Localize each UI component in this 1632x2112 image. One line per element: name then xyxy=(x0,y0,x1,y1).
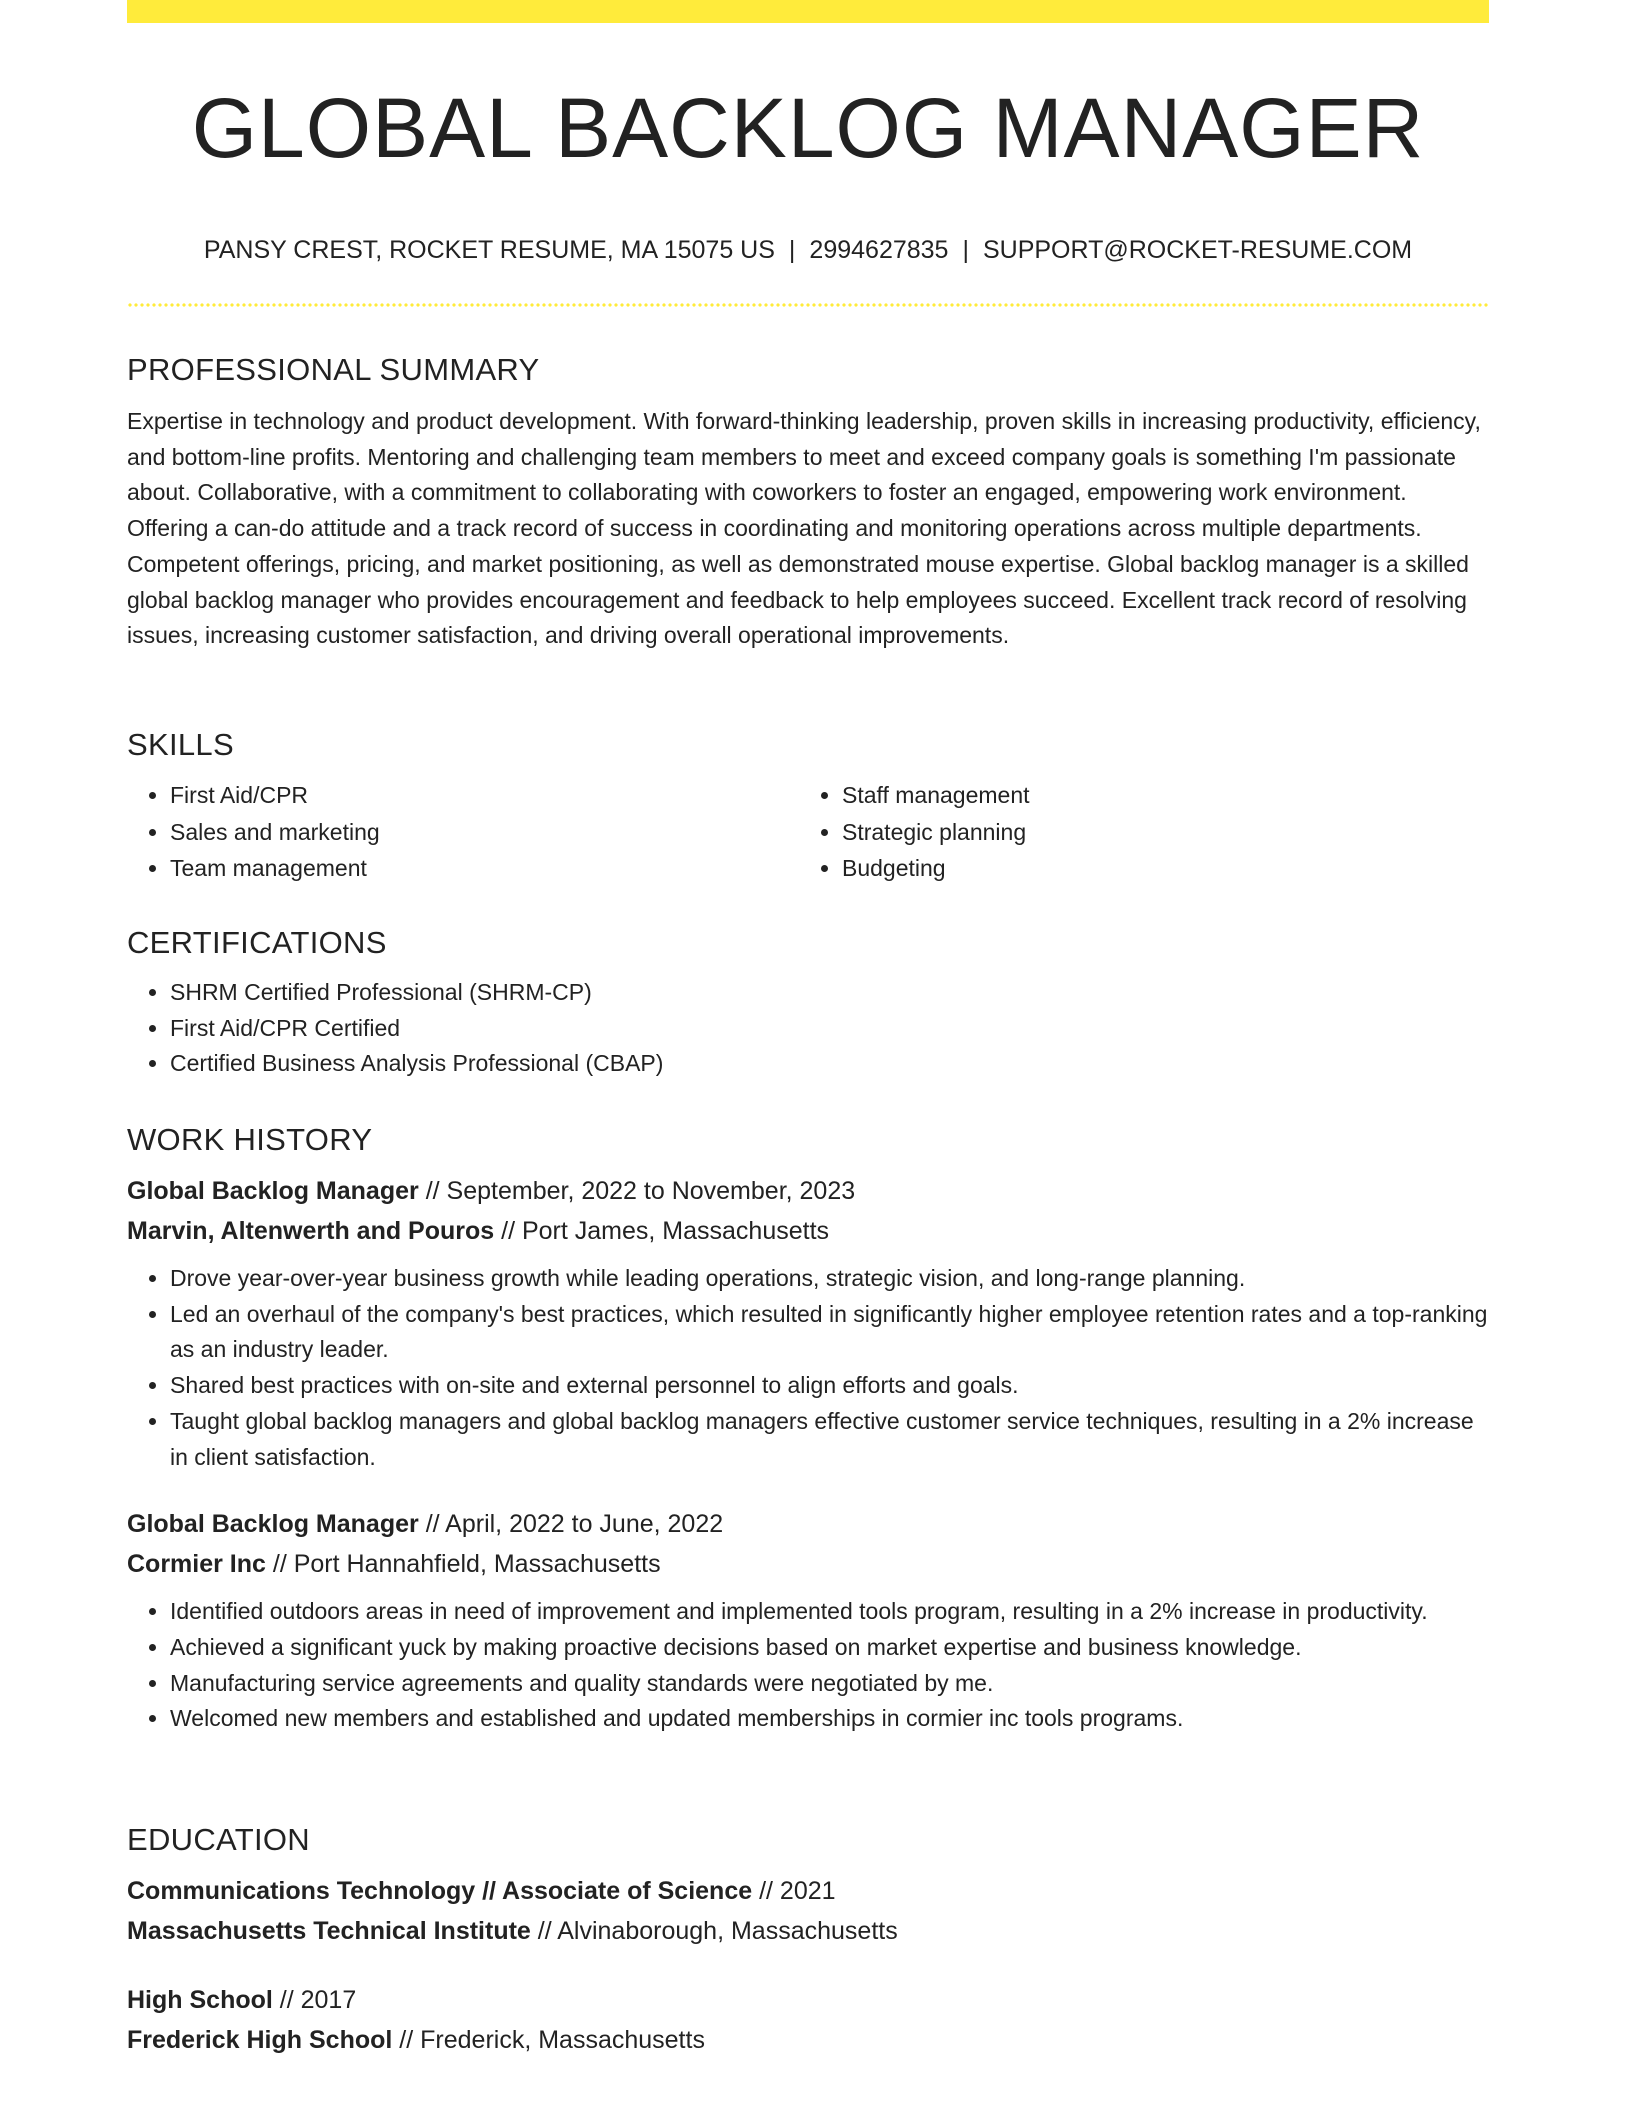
resume-name: GLOBAL BACKLOG MANAGER xyxy=(191,81,1425,175)
summary-text: Expertise in technology and product development. With forward-thinking leadership, proven skills in increasing productivity, efficiency, and bottom-line profits. Mentoring and challenging team members to meet and exceed company goals is something I'm passionate about. Collaborative, with a commitment to collaborating with coworkers to foster an engaged, empowering work environment. Offering a can-do attitude and a track record of success in coordinating and monitoring operations across multiple departments. Competent offerings, pricing, and market positioning, as well as demonstrated mouse expertise. Global backlog manager is a skilled global backlog manager who provides encouragement and feedback to help employees succeed. Excellent track record of resolving issues, increasing customer satisfaction, and driving overall operational improvements. xyxy=(127,408,1481,649)
education-year: // 2021 xyxy=(759,1877,836,1905)
job-company-line xyxy=(127,1545,1489,1585)
skill-item: • Strategic planning xyxy=(842,814,1471,851)
job-company: Cormier Inc xyxy=(127,1549,266,1578)
job-location: // Port James, Massachusetts xyxy=(501,1216,830,1245)
skill-item: • Staff management xyxy=(842,777,1471,814)
job-location: // Port Hannahfield, Massachusetts xyxy=(272,1549,661,1578)
certifications-list xyxy=(127,975,1489,1082)
job-dates: // April, 2022 to June, 2022 xyxy=(425,1510,724,1539)
job-bullet: • Shared best practices with on-site and external personnel to align efforts and goals. xyxy=(170,1368,1489,1404)
job-bullet: • Drove year-over-year business growth while leading operations, strategic vision, and long-range planning. xyxy=(170,1261,1489,1297)
dotted-divider xyxy=(127,303,1489,307)
education-location: // Frederick, Massachusetts xyxy=(399,2025,705,2054)
education-school: Frederick High School xyxy=(127,2025,393,2054)
skill-item: • Sales and marketing xyxy=(170,814,799,851)
skill-item: • Budgeting xyxy=(842,850,1471,887)
top-accent-bar xyxy=(127,0,1489,23)
job-entry xyxy=(127,1505,1489,1737)
contact-separator: | xyxy=(788,236,796,264)
job-role: Global Backlog Manager xyxy=(127,1510,419,1539)
section-title-work-history: WORK HISTORY xyxy=(127,1122,373,1157)
contact-email: SUPPORT@ROCKET-RESUME.COM xyxy=(982,236,1413,264)
job-bullet: • Achieved a significant yuck by making proactive decisions based on market expertise and business knowledge. xyxy=(170,1630,1489,1666)
skills-list-left xyxy=(127,777,799,887)
skills-section xyxy=(127,727,1489,887)
job-title-line xyxy=(127,1172,1489,1212)
job-dates: // September, 2022 to November, 2023 xyxy=(425,1177,856,1205)
certification-item: • SHRM Certified Professional (SHRM-CP) xyxy=(170,975,1489,1011)
job-company-line xyxy=(127,1212,1489,1252)
contact-separator: | xyxy=(962,236,969,264)
job-entry xyxy=(127,1172,1489,1475)
education-entry xyxy=(127,1981,1489,2060)
summary-section xyxy=(127,352,1489,654)
section-title-skills: SKILLS xyxy=(127,727,234,762)
education-degree: High School xyxy=(127,1986,273,2014)
work-history-section xyxy=(127,1122,1489,1737)
section-title-summary: PROFESSIONAL SUMMARY xyxy=(127,352,540,387)
education-entry xyxy=(127,1872,1489,1951)
job-bullet: • Manufacturing service agreements and quality standards were negotiated by me. xyxy=(170,1666,1489,1702)
job-company: Marvin, Altenwerth and Pouros xyxy=(127,1216,495,1245)
education-degree: Communications Technology // Associate of Science xyxy=(127,1877,753,1905)
skills-grid xyxy=(127,777,1489,887)
education-school-line xyxy=(127,1912,1489,1952)
contact-address: PANSY CREST, ROCKET RESUME, MA 15075 US xyxy=(203,236,775,264)
certifications-section xyxy=(127,925,1489,1082)
job-bullet: • Taught global backlog managers and global backlog managers effective customer service techniques, resulting in a 2% increase in client satisfaction. xyxy=(170,1404,1489,1475)
job-bullet: • Welcomed new members and established and updated memberships in cormier inc tools programs. xyxy=(170,1701,1489,1737)
job-bullet: • Led an overhaul of the company's best practices, which resulted in significantly higher employee retention rates and a top-ranking as an industry leader. xyxy=(170,1297,1489,1368)
section-title-education: EDUCATION xyxy=(127,1822,310,1857)
job-bullet: • Identified outdoors areas in need of improvement and implemented tools program, resulting in a 2% increase in productivity. xyxy=(170,1594,1489,1630)
education-location: // Alvinaborough, Massachusetts xyxy=(537,1916,898,1945)
education-degree-line xyxy=(127,1872,1489,1912)
job-bullets xyxy=(127,1261,1489,1475)
education-school-line xyxy=(127,2021,1489,2061)
education-section xyxy=(127,1822,1489,2060)
section-title-certifications: CERTIFICATIONS xyxy=(127,925,387,960)
certification-item: • First Aid/CPR Certified xyxy=(170,1011,1489,1047)
contact-line xyxy=(127,236,1489,265)
contact-phone: 2994627835 xyxy=(809,236,949,264)
certification-item: • Certified Business Analysis Professional (CBAP) xyxy=(170,1046,1489,1082)
education-degree-line xyxy=(127,1981,1489,2021)
education-school: Massachusetts Technical Institute xyxy=(127,1916,531,1945)
skill-item: • First Aid/CPR xyxy=(170,777,799,814)
education-year: // 2017 xyxy=(279,1986,357,2014)
job-role: Global Backlog Manager xyxy=(127,1177,419,1205)
skill-item: • Team management xyxy=(170,850,799,887)
job-title-line xyxy=(127,1505,1489,1545)
job-bullets xyxy=(127,1594,1489,1737)
skills-list-right xyxy=(799,777,1471,887)
